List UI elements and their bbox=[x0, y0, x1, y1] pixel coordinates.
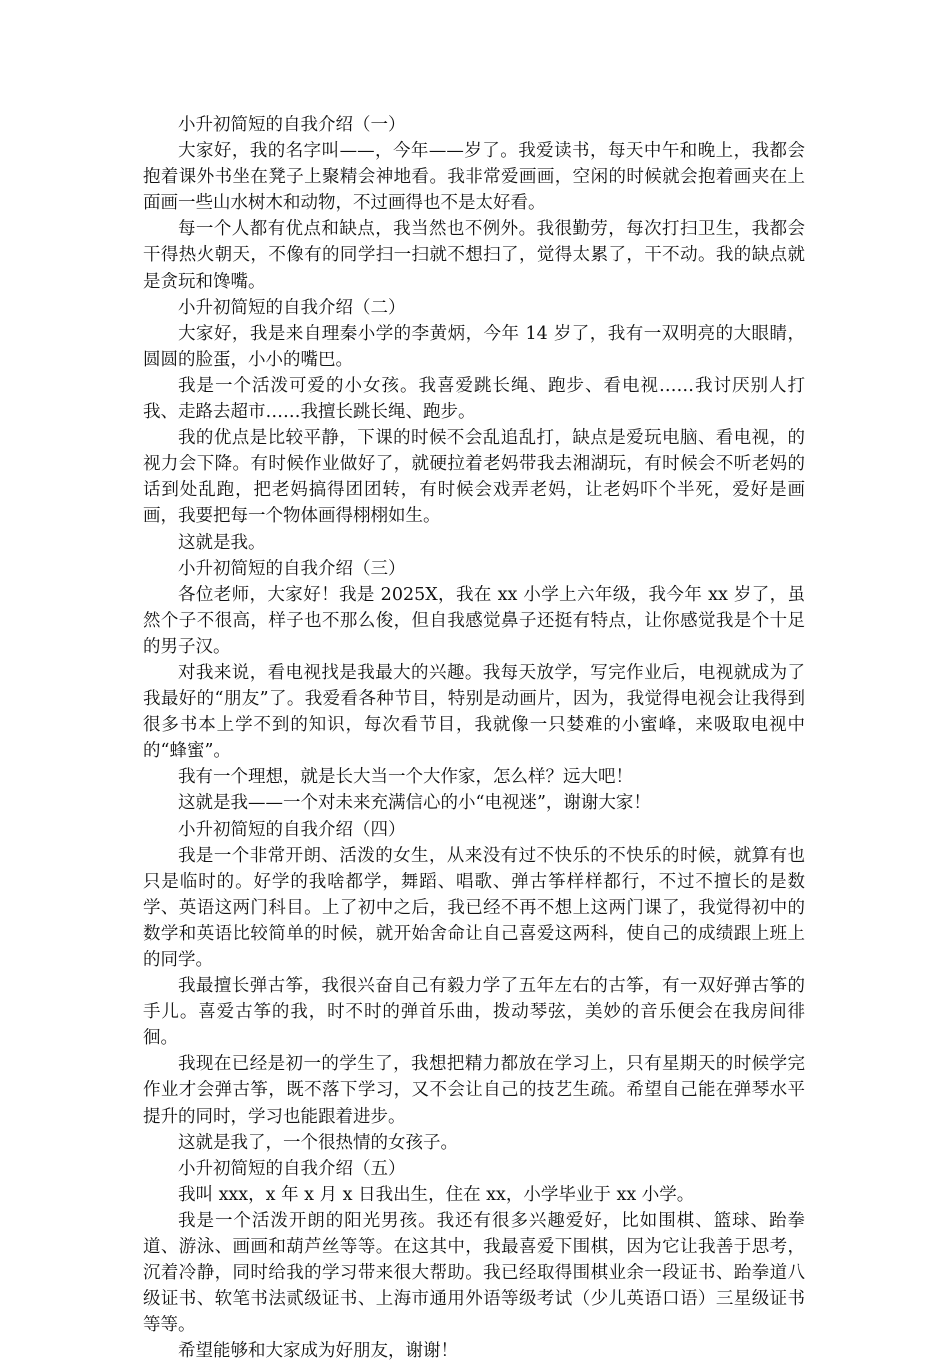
paragraph: 这就是我——一个对未来充满信心的小“电视迷”，谢谢大家！ bbox=[178, 793, 651, 814]
section-heading: 小升初简短的自我介绍（五） bbox=[178, 1158, 406, 1179]
paragraph: 希望能够和大家成为好朋友，谢谢！ bbox=[178, 1341, 458, 1362]
paragraph: 我有一个理想，就是长大当一个大作家，怎么样？远大吧！ bbox=[178, 767, 633, 788]
paragraph: 我是一个活泼开朗的阳光男孩。我还有很多兴趣爱好，比如围棋、篮球、跆拳道、游泳、画画和葫芦丝等等。在这其中，我最喜爱下围棋，因为它让我善于思考，沉着冷静，同时给我的学习带来很大帮助。我已经取得围棋业余一段证书、跆拳道八级证书、软笔书法贰级证书、上海市通用外语等级考试（少儿英语口语）三星级证书等等。 bbox=[143, 1210, 805, 1336]
section-heading: 小升初简短的自我介绍（四） bbox=[178, 819, 406, 840]
paragraph: 每一个人都有优点和缺点，我当然也不例外。我很勤劳，每次打扫卫生，我都会干得热火朝天，不像有的同学扫一扫就不想扫了，觉得太累了，干不动。我的缺点就是贪玩和馋嘴。 bbox=[143, 219, 805, 292]
section-heading: 小升初简短的自我介绍（三） bbox=[178, 558, 406, 579]
paragraph: 我的优点是比较平静，下课的时候不会乱追乱打，缺点是爱玩电脑、看电视，的视力会下降。有时候作业做好了，就硬拉着老妈带我去湘湖玩，有时候会不听老妈的话到处乱跑，把老妈搞得团团转，有时候会戏弄老妈，让老妈吓个半死，爱好是画画，我要把每一个物体画得栩栩如生。 bbox=[143, 428, 805, 527]
section-heading: 小升初简短的自我介绍（一） bbox=[178, 115, 406, 135]
paragraph: 大家好，我是来自理秦小学的李黄炳，今年 14 岁了，我有一双明亮的大眼睛，圆圆的脸蛋，小小的嘴巴。 bbox=[143, 323, 805, 370]
section-heading: 小升初简短的自我介绍（二） bbox=[178, 297, 406, 318]
document-body bbox=[143, 112, 805, 1365]
paragraph: 这就是我了，一个很热情的女孩子。 bbox=[178, 1132, 458, 1153]
paragraph: 大家好，我的名字叫——，今年——岁了。我爱读书，每天中午和晚上，我都会抱着课外书坐在凳子上聚精会神地看。我非常爱画画，空闲的时候就会抱着画夹在上面画一些山水树木和动物，不过画得也不是太好看。 bbox=[143, 141, 805, 214]
paragraph: 各位老师，大家好！我是 2025X，我在 xx 小学上六年级，我今年 xx 岁了，虽然个子不很高，样子也不那么俊，但自我感觉鼻子还挺有特点，让你感觉我是个十足的男子汉。 bbox=[143, 584, 805, 657]
paragraph: 我是一个活泼可爱的小女孩。我喜爱跳长绳、跑步、看电视……我讨厌别人打我、走路去超市……我擅长跳长绳、跑步。 bbox=[143, 375, 805, 423]
paragraph: 我叫 xxx，x 年 x 月 x 日我出生，住在 xx，小学毕业于 xx 小学。 bbox=[178, 1184, 695, 1205]
paragraph: 对我来说，看电视找是我最大的兴趣。我每天放学，写完作业后，电视就成为了我最好的“朋友”了。我爱看各种节目，特别是动画片，因为，我觉得电视会让我得到很多书本上学不到的知识，每次看节目，我就像一只婪难的小蜜峰，来吸取电视中的“蜂蜜”。 bbox=[143, 662, 805, 762]
paragraph: 我最擅长弹古筝，我很兴奋自己有毅力学了五年左右的古筝，有一双好弹古筝的手儿。喜爱古筝的我，时不时的弹首乐曲，拨动琴弦，美妙的音乐便会在我房间徘徊。 bbox=[143, 976, 805, 1049]
paragraph: 我现在已经是初一的学生了，我想把精力都放在学习上，只有星期天的时候学完作业才会弹古筝，既不落下学习，又不会让自己的技艺生疏。希望自己能在弹琴水平提升的同时，学习也能跟着进步。 bbox=[143, 1054, 805, 1127]
paragraph: 这就是我。 bbox=[178, 532, 266, 553]
paragraph: 我是一个非常开朗、活泼的女生，从来没有过不快乐的不快乐的时候，就算有也只是临时的。好学的我啥都学，舞蹈、唱歌、弹古筝样样都行，不过不擅长的是数学、英语这两门科目。上了初中之后，我已经不再不想上这两门课了，我觉得初中的数学和英语比较简单的时候，就开始舍命让自己喜爱这两科，使自己的成绩跟上班上的同学。 bbox=[143, 845, 805, 970]
